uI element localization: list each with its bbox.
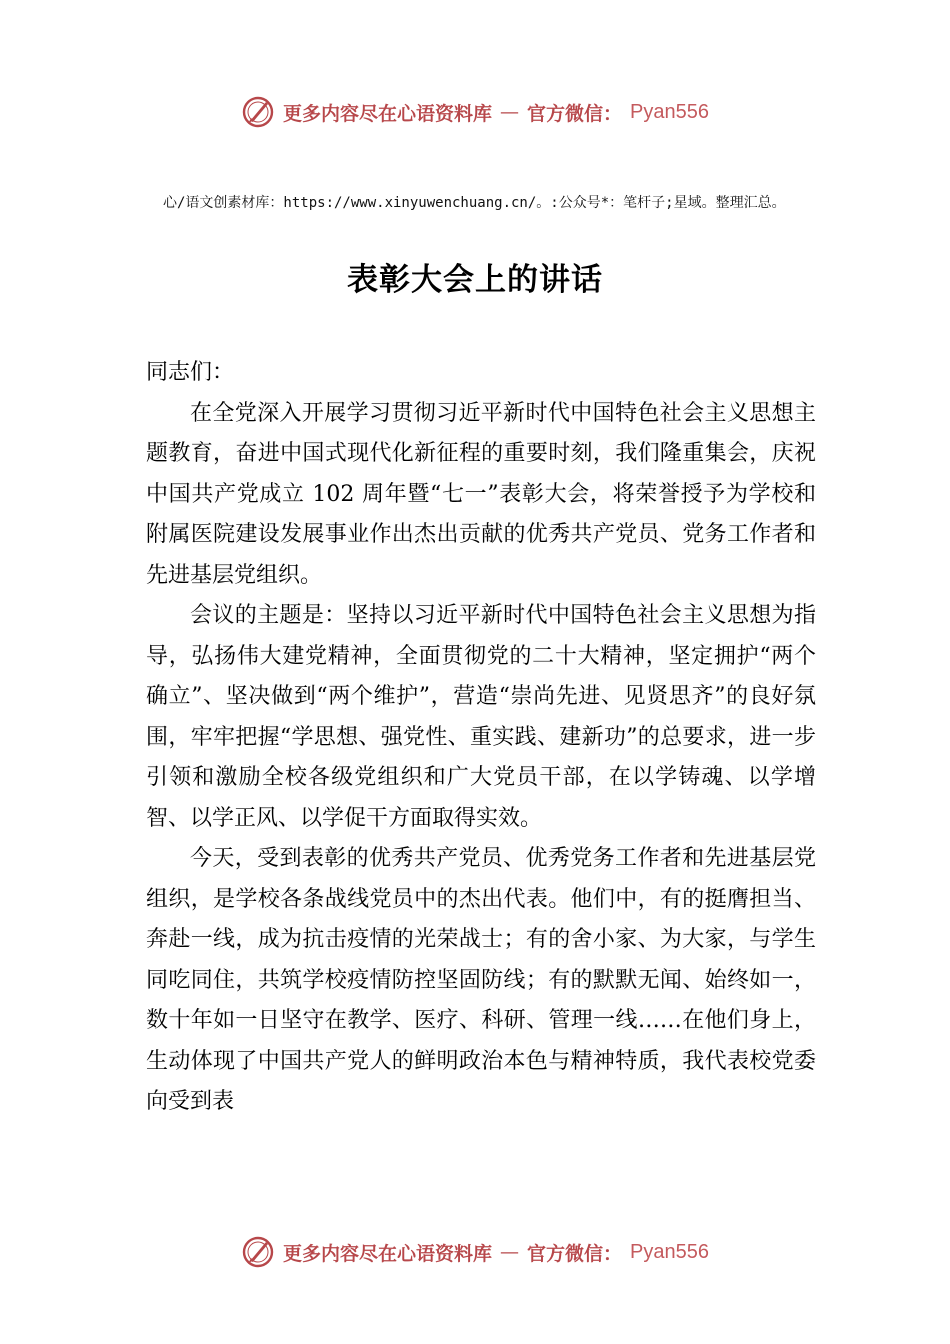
header-banner [0, 92, 950, 132]
source-note: 心/语文创素材库：https://www.xinyuwenchuang.cn/。:公众号*：笔杆子;星域。整理汇总。 [163, 195, 786, 211]
quill-logo-icon [241, 95, 275, 129]
footer-wechat-id: Pyan556 [630, 1240, 709, 1263]
footer-banner [0, 1232, 950, 1272]
footer-wechat-label: 官方微信： [527, 1242, 623, 1265]
header-banner-separator: — [500, 101, 520, 123]
paragraph: 在全党深入开展学习贯彻习近平新时代中国特色社会主义思想主题教育，奋进中国式现代化新征程的重要时刻，我们隆重集会，庆祝中国共产党成立 102 周年暨“七一”表彰大会，将荣誉授予为学校和附属医院建设发展事业作出杰出贡献的优秀共产党员、党务工作者和先进基层党组织。 [146, 400, 816, 588]
document-body [146, 353, 816, 1123]
footer-banner-separator: — [500, 1241, 520, 1263]
document-title: 表彰大会上的讲话 [347, 262, 603, 298]
header-wechat-id: Pyan556 [630, 100, 709, 123]
header-banner-text: 更多内容尽在心语资料库 [283, 102, 493, 125]
salutation: 同志们： [146, 360, 235, 385]
paragraph: 今天，受到表彰的优秀共产党员、优秀党务工作者和先进基层党组织，是学校各条战线党员中的杰出代表。他们中，有的挺膺担当、奔赴一线，成为抗击疫情的光荣战士；有的舍小家、为大家，与学生同吃同住，共筑学校疫情防控坚固防线；有的默默无闻、始终如一，数十年如一日坚守在教学、医疗、科研、管理一线……在他们身上，生动体现了中国共产党人的鲜明政治本色与精神特质，我代表校党委向受到表 [146, 846, 816, 1114]
footer-banner-text: 更多内容尽在心语资料库 [283, 1242, 493, 1265]
paragraph: 会议的主题是：坚持以习近平新时代中国特色社会主义思想为指导，弘扬伟大建党精神，全面贯彻党的二十大精神，坚定拥护“两个确立”、坚决做到“两个维护”，营造“崇尚先进、见贤思齐”的良好氛围，牢牢把握“学思想、强党性、重实践、建新功”的总要求，进一步引领和激励全校各级党组织和广大党员干部，在以学铸魂、以学增智、以学正风、以学促干方面取得实效。 [146, 603, 816, 831]
header-wechat-label: 官方微信： [527, 102, 623, 125]
quill-logo-icon [241, 1235, 275, 1269]
